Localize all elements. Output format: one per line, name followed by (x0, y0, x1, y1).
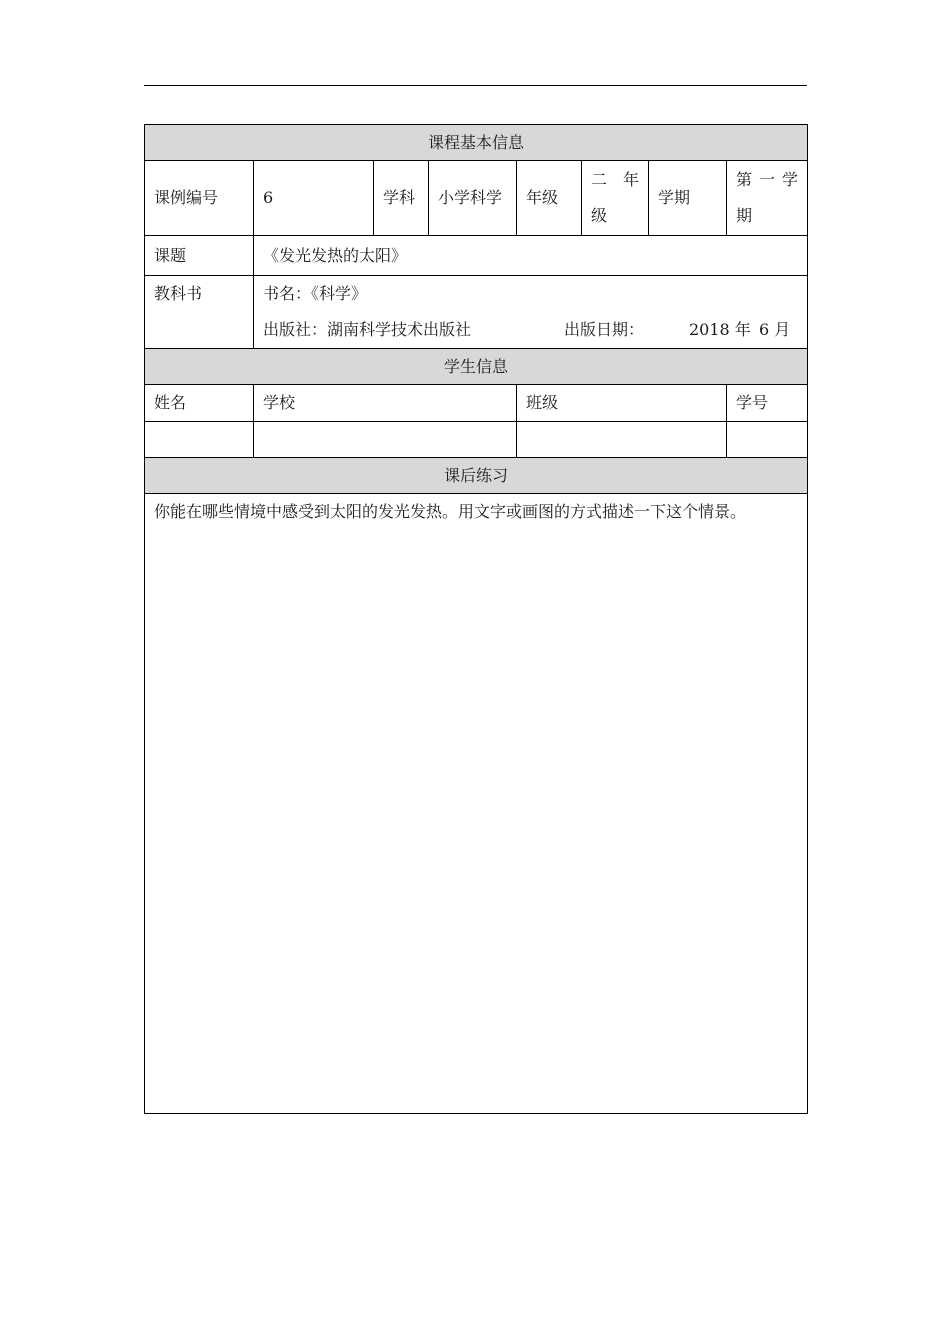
exercise-question: 你能在哪些情境中感受到太阳的发光发热。用文字或画图的方式描述一下这个情景。 (154, 502, 747, 521)
topic-value: 《发光发热的太阳》 (254, 236, 808, 276)
worksheet-table (144, 124, 808, 1114)
school-field[interactable] (254, 422, 517, 458)
student-info-heading: 学生信息 (145, 349, 808, 385)
topic-label: 课题 (145, 236, 254, 276)
subject-value: 小学科学 (429, 161, 517, 236)
term-label: 学期 (649, 161, 727, 236)
term-value-part: 第 (736, 170, 753, 189)
exercise-answer-area[interactable] (145, 494, 808, 1114)
student-id-label: 学号 (727, 385, 808, 422)
case-no-label: 课例编号 (145, 161, 254, 236)
worksheet-form (144, 124, 807, 1113)
header-rule (144, 85, 807, 86)
class-label: 班级 (517, 385, 727, 422)
grade-value (582, 161, 649, 236)
publish-info (263, 312, 798, 348)
term-value-part: 一 (759, 170, 776, 189)
name-label: 姓名 (145, 385, 254, 422)
grade-value-part: 二 (591, 170, 608, 189)
school-label: 学校 (254, 385, 517, 422)
student-id-field[interactable] (727, 422, 808, 458)
name-field[interactable] (145, 422, 254, 458)
term-value-part: 期 (736, 206, 753, 225)
publish-date-label: 出版日期： (564, 320, 645, 339)
term-value-part: 学 (782, 170, 799, 189)
publish-year: 2018 年 (689, 320, 751, 339)
term-value (727, 161, 808, 236)
book-name: 书名：《科学》 (263, 284, 368, 303)
grade-value-part: 级 (591, 206, 608, 225)
publisher: 出版社：湖南科学技术出版社 (263, 320, 472, 339)
grade-value-part: 年 (622, 170, 639, 189)
exercise-heading: 课后练习 (145, 458, 808, 494)
grade-label: 年级 (517, 161, 582, 236)
subject-label: 学科 (374, 161, 429, 236)
textbook-details (254, 276, 808, 349)
textbook-label: 教科书 (145, 276, 254, 349)
case-no-value: 6 (254, 161, 374, 236)
publish-month: 6 月 (759, 320, 791, 339)
class-field[interactable] (517, 422, 727, 458)
course-info-heading: 课程基本信息 (145, 125, 808, 161)
